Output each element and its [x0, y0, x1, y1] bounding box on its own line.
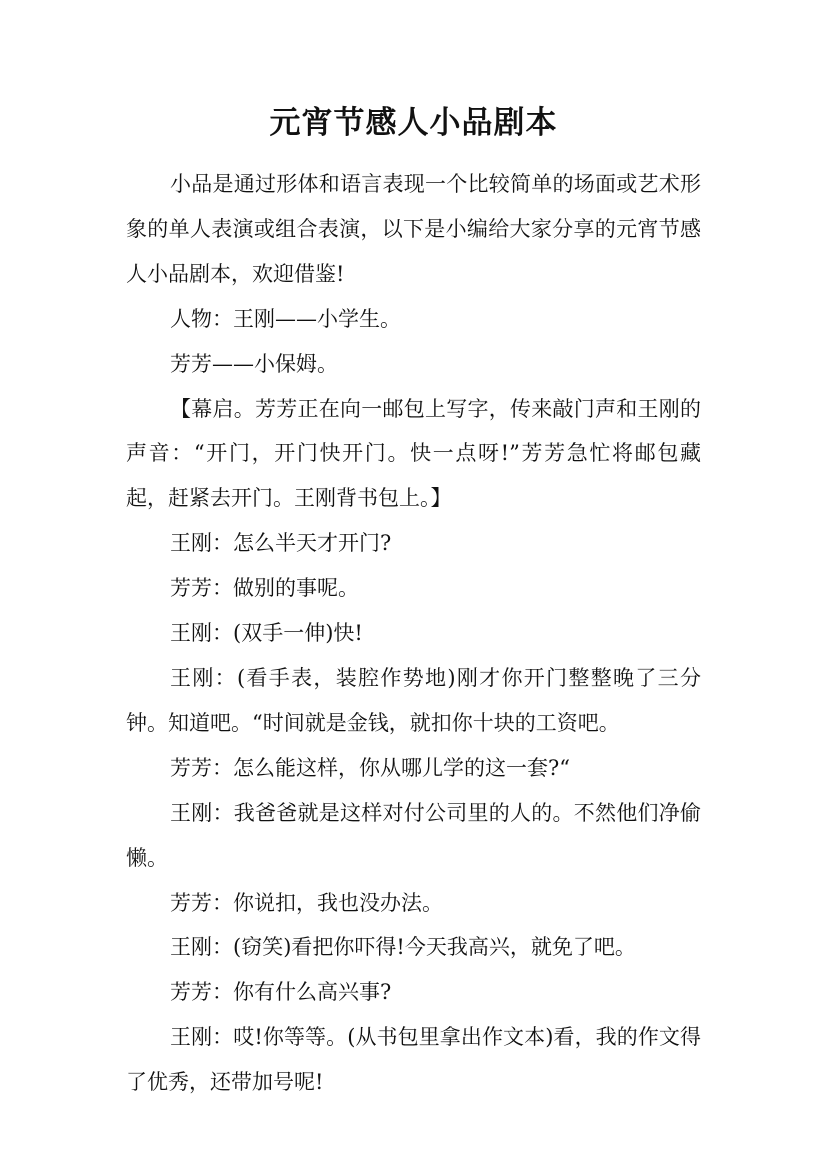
paragraph-stage-direction: 【幕启。芳芳正在向一邮包上写字，传来敲门声和王刚的声音：“开门，开门快开门。快一点呀!”芳芳急忙将邮包藏起，赶紧去开门。王刚背书包上。】	[126, 396, 701, 511]
paragraph-character-fangfang: 芳芳——小保姆。	[170, 351, 338, 376]
dialogue-line: 芳芳：你有什么高兴事?	[170, 980, 392, 1005]
paragraph-characters: 人物：王刚——小学生。	[170, 306, 401, 331]
dialogue-line: 王刚：怎么半天才开门?	[170, 531, 392, 556]
dialogue-line: 芳芳：怎么能这样，你从哪儿学的这一套?“	[170, 755, 570, 780]
document-body	[126, 162, 701, 1105]
dialogue-line: 芳芳：做别的事呢。	[170, 576, 359, 601]
dialogue-line: 王刚：哎!你等等。(从书包里拿出作文本)看，我的作文得了优秀，还带加号呢!	[126, 1025, 701, 1095]
dialogue-line: 王刚：(双手一伸)快!	[170, 621, 363, 646]
paragraph-intro: 小品是通过形体和语言表现一个比较简单的场面或艺术形象的单人表演或组合表演，以下是小编给大家分享的元宵节感人小品剧本，欢迎借鉴!	[126, 172, 701, 286]
dialogue-line: 芳芳：你说扣，我也没办法。	[170, 890, 443, 915]
dialogue-line: 王刚：(看手表，装腔作势地)刚才你开门整整晚了三分钟。知道吧。“时间就是金钱，就扣你十块的工资吧。	[126, 665, 701, 735]
dialogue-line: 王刚：我爸爸就是这样对付公司里的人的。不然他们净偷懒。	[126, 800, 701, 870]
document-title: 元宵节感人小品剧本	[269, 105, 558, 141]
dialogue-line: 王刚：(窃笑)看把你吓得!今天我高兴，就免了吧。	[170, 935, 636, 960]
